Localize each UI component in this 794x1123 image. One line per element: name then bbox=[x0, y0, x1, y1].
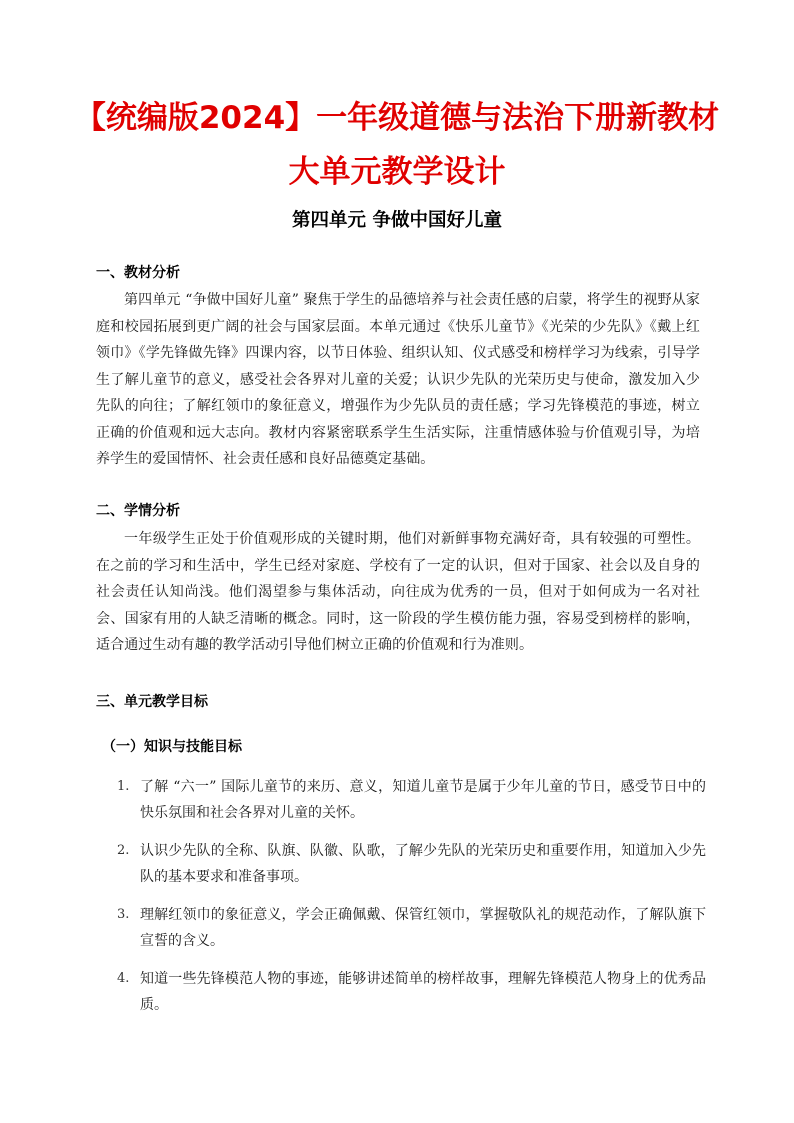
list-item bbox=[96, 838, 706, 890]
subheading-knowledge-skills: （一）知识与技能目标 bbox=[102, 739, 242, 755]
list-item-number: 4. bbox=[117, 971, 130, 986]
section-paragraph-student-analysis: 一年级学生正处于价值观形成的关键时期，他们对新鲜事物充满好奇，具有较强的可塑性。在之前的学习和生活中，学生已经对家庭、学校有了一定的认识，但对于国家、社会以及自身的社会责任认知尚浅。他们渴望参与集体活动，向往成为优秀的一员，但对于如何成为一名对社会、国家有用的人缺乏清晰的概念。同时，这一阶段的学生模仿能力强，容易受到榜样的影响，适合通过生动有趣的教学活动引导他们树立正确的价值观和行为准则。 bbox=[96, 531, 700, 653]
list-item-text: 知道一些先锋模范人物的事迹，能够讲述简单的榜样故事，理解先锋模范人物身上的优秀品质。 bbox=[140, 971, 706, 1013]
document-title-line2: 大单元教学设计 bbox=[288, 154, 506, 190]
list-item-number: 2. bbox=[117, 843, 130, 858]
list-item bbox=[96, 902, 706, 954]
list-item-text: 理解红领巾的象征意义，学会正确佩戴、保管红领巾，掌握敬队礼的规范动作，了解队旗下宣誓的含义。 bbox=[140, 907, 706, 949]
list-item bbox=[96, 966, 706, 1018]
list-item-text: 了解 “六一” 国际儿童节的来历、意义，知道儿童节是属于少年儿童的节日，感受节日中的快乐氛围和社会各界对儿童的关怀。 bbox=[140, 779, 706, 821]
list-item-text: 认识少先队的全称、队旗、队徽、队歌，了解少先队的光荣历史和重要作用，知道加入少先队的基本要求和准备事项。 bbox=[140, 843, 706, 885]
section-heading-textbook-analysis: 一、教材分析 bbox=[96, 265, 180, 281]
section-paragraph-textbook-analysis: 第四单元 “争做中国好儿童” 聚焦于学生的品德培养与社会责任感的启蒙，将学生的视野从家庭和校园拓展到更广阔的社会与国家层面。本单元通过《快乐儿童节》《光荣的少先队》《戴上红领巾》《学先锋做先锋》四课内容，以节日体验、组织认知、仪式感受和榜样学习为线索，引导学生了解儿童节的意义，感受社会各界对儿童的关爱；认识少先队的光荣历史与使命，激发加入少先队的向往；了解红领巾的象征意义，增强作为少先队员的责任感；学习先锋模范的事迹，树立正确的价值观和远大志向。教材内容紧密联系学生生活实际，注重情感体验与价值观引导，为培养学生的爱国情怀、社会责任感和良好品德奠定基础。 bbox=[96, 292, 700, 467]
section-heading-unit-goals: 三、单元教学目标 bbox=[96, 694, 208, 710]
document-title-line1: 【统编版2024】一年级道德与法治下册新教材 bbox=[74, 100, 720, 136]
unit-subtitle: 第四单元 争做中国好儿童 bbox=[292, 210, 502, 231]
list-item-number: 3. bbox=[117, 907, 130, 922]
section-heading-student-analysis: 二、学情分析 bbox=[96, 503, 180, 519]
list-item-number: 1. bbox=[117, 779, 130, 794]
list-item bbox=[96, 774, 706, 826]
knowledge-skill-objectives-list bbox=[96, 774, 706, 1030]
